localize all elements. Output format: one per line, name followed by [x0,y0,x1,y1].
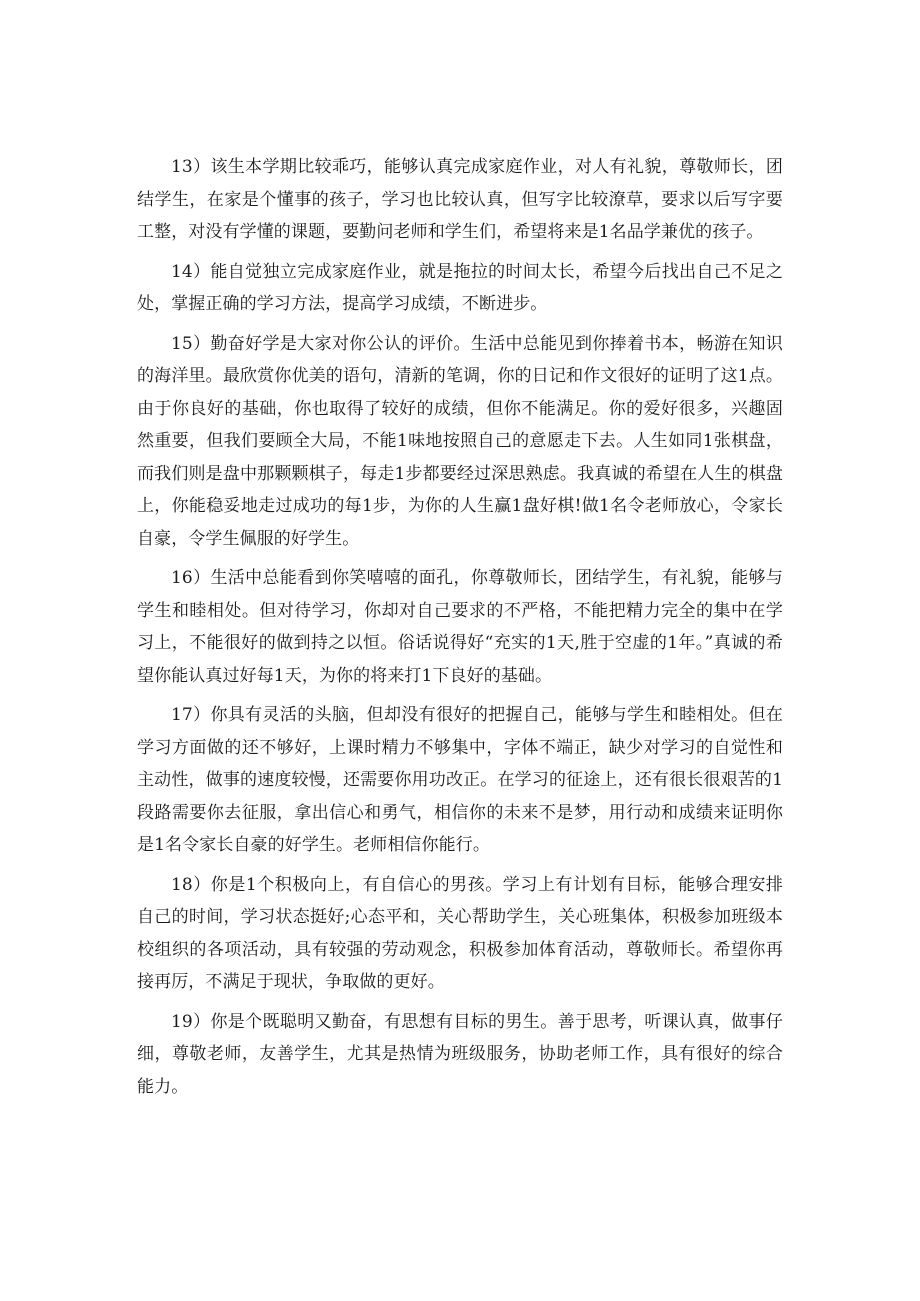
paragraph-14: 14）能自觉独立完成家庭作业，就是拖拉的时间太长，希望今后找出自己不足之处，掌握正确的学习方法，提高学习成绩，不断进步。 [137,261,783,314]
paragraph-17: 17）你具有灵活的头脑，但却没有很好的把握自己，能够与学生和睦相处。但在学习方面做的还不够好，上课时精力不够集中，字体不端正，缺少对学习的自觉性和主动性，做事的速度较慢，还需要你用功改正。在学习的征途上，还有很长很艰苦的1段路需要你去征服，拿出信心和勇气，相信你的未来不是梦，用行动和成绩来证明你是1名令家长自豪的好学生。老师相信你能行。 [137,705,783,855]
document-body [137,151,783,1110]
paragraph-18: 18）你是1个积极向上，有自信心的男孩。学习上有计划有目标，能够合理安排自己的时间，学习状态挺好;心态平和，关心帮助学生，关心班集体，积极参加班级本校组织的各项活动，具有较强的劳动观念，积极参加体育活动，尊敬师长。希望你再接再厉，不满足于现状，争取做的更好。 [137,874,783,992]
paragraph-16: 16）生活中总能看到你笑嘻嘻的面孔，你尊敬师长，团结学生，有礼貌，能够与学生和睦相处。但对待学习，你却对自己要求的不严格，不能把精力完全的集中在学习上，不能很好的做到持之以恒。俗话说得好“充实的1天,胜于空虚的1年。”真诚的希望你能认真过好每1天，为你的将来打1下良好的基础。 [137,568,783,686]
paragraph-15: 15）勤奋好学是大家对你公认的评价。生活中总能见到你捧着书本，畅游在知识的海洋里。最欣赏你优美的语句，清新的笔调，你的日记和作文很好的证明了这1点。由于你良好的基础，你也取得了较好的成绩，但你不能满足。你的爱好很多，兴趣固然重要，但我们要顾全大局，不能1味地按照自己的意愿走下去。人生如同1张棋盘，而我们则是盘中那颗颗棋子，每走1步都要经过深思熟虑。我真诚的希望在人生的棋盘上，你能稳妥地走过成功的每1步，为你的人生赢1盘好棋!做1名令老师放心，令家长自豪，令学生佩服的好学生。 [137,333,783,549]
paragraph-19: 19）你是个既聪明又勤奋，有思想有目标的男生。善于思考，听课认真，做事仔细，尊敬老师，友善学生，尤其是热情为班级服务，协助老师工作，具有很好的综合能力。 [137,1011,783,1097]
paragraph-13: 13）该生本学期比较乖巧，能够认真完成家庭作业，对人有礼貌，尊敬师长，团结学生，在家是个懂事的孩子，学习也比较认真，但写字比较潦草，要求以后写字要工整，对没有学懂的课题，要勤问老师和学生们，希望将来是1名品学兼优的孩子。 [137,157,783,242]
